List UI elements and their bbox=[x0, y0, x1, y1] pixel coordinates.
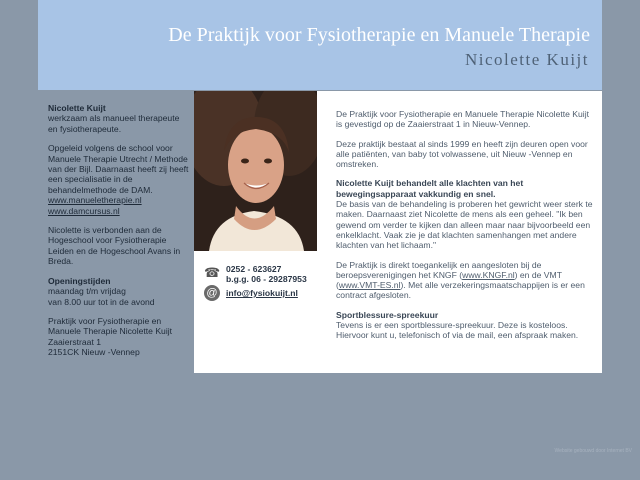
vmt-link[interactable]: www.VMT-ES.nl bbox=[338, 280, 401, 291]
damcursus-link[interactable]: www.damcursus.nl bbox=[48, 205, 120, 216]
sports-paragraph bbox=[336, 310, 594, 341]
kngf-link[interactable]: www.KNGF.nl bbox=[462, 269, 515, 280]
hours-heading: Openingstijden bbox=[48, 275, 111, 286]
sidebar-affiliation: Nicolette is verbonden aan de Hogeschool voor Fysiotherapie Leiden en de Hogeschool Avans in Breda. bbox=[48, 225, 181, 267]
footer-credit[interactable]: Website gebouwd door Internet BV bbox=[554, 448, 632, 454]
intro-paragraph: De Praktijk voor Fysiotherapie en Manuele Therapie Nicolette Kuijt is gevestigd op de Zaaierstraat 1 in Nieuw-Vennep. bbox=[336, 109, 590, 130]
membership-paragraph bbox=[336, 260, 594, 301]
treatment-body: De basis van de behandeling is proberen het gewricht weer sterk te maken. Daarnaast ziet Nicolette de mens als een geheel. "Ik ben gewend om verder te kijken dan alleen maar naar bijvoorbeeld een enkelklacht. Vaak zie je dat klachten samenhangen met andere klachten van het lichaam." bbox=[336, 199, 593, 251]
sidebar-education bbox=[48, 143, 190, 216]
treatment-heading: Nicolette Kuijt behandelt alle klachten van het bewegingsapparaat vakkundig en snel. bbox=[336, 178, 524, 199]
site-subtitle: Nicolette Kuijt bbox=[464, 50, 589, 69]
therapist-role: werkzaam als manueel therapeute en fysiotherapeute. bbox=[48, 113, 180, 134]
email-link[interactable]: info@fysiokuijt.nl bbox=[226, 288, 298, 298]
therapist-photo bbox=[194, 91, 317, 251]
treatment-paragraph bbox=[336, 178, 594, 250]
membership-text-b: ) en de VMT ( bbox=[336, 269, 562, 291]
hours-line-1: maandag t/m vrijdag bbox=[48, 286, 126, 297]
address-line-1: Praktijk voor Fysiotherapie en Manuele Therapie Nicolette Kuijt bbox=[48, 315, 173, 337]
address-line-3: 2151CK Nieuw -Vennep bbox=[48, 347, 140, 358]
opening-hours bbox=[48, 276, 190, 307]
sports-body: Tevens is er een sportblessure-spreekuur. Deze is kosteloos. Hiervoor kunt u, telefonisch of via de mail, een afspraak maken. bbox=[336, 320, 579, 341]
alt-phone-number[interactable]: b.g.g. 06 - 29287953 bbox=[226, 274, 307, 284]
header-banner bbox=[38, 0, 602, 90]
address-line-2: Zaaierstraat 1 bbox=[48, 336, 102, 347]
manueletherapie-link[interactable]: www.manueletherapie.nl bbox=[48, 195, 142, 206]
practice-address bbox=[48, 316, 190, 358]
contact-panel bbox=[194, 251, 317, 373]
phone-icon: ☎ bbox=[204, 265, 221, 280]
therapist-name: Nicolette Kuijt bbox=[48, 103, 106, 113]
sidebar bbox=[48, 103, 190, 367]
hours-line-2: van 8.00 uur tot in de avond bbox=[48, 296, 155, 307]
history-paragraph: Deze praktijk bestaat al sinds 1999 en heeft zijn deuren open voor alle patiënten, van baby tot volwassene, uit Nieuw -Vennep en omstreken. bbox=[336, 138, 588, 170]
education-text: Opgeleid volgens de school voor Manuele Therapie Utrecht / Methode van der Bijl. Daarnaast heeft zij heeft een specialisatie in de behandelmethode de DAM. bbox=[48, 143, 189, 195]
site-title: De Praktijk voor Fysiotherapie en Manuele Therapie bbox=[168, 24, 590, 46]
at-icon: @ bbox=[204, 285, 220, 301]
sidebar-intro bbox=[48, 103, 190, 134]
membership-text-a: De Praktijk is direkt toegankelijk en aangesloten bij de beroepsverenigingen het KNGF ( bbox=[336, 259, 542, 280]
membership-text-c: ). Met alle verzekeringsmaatschappijen is er een contract afgesloten. bbox=[336, 280, 585, 301]
phone-number[interactable]: 0252 - 623627 bbox=[226, 264, 282, 274]
sports-heading: Sportblessure-spreekuur bbox=[336, 309, 439, 320]
main-content bbox=[317, 91, 602, 373]
